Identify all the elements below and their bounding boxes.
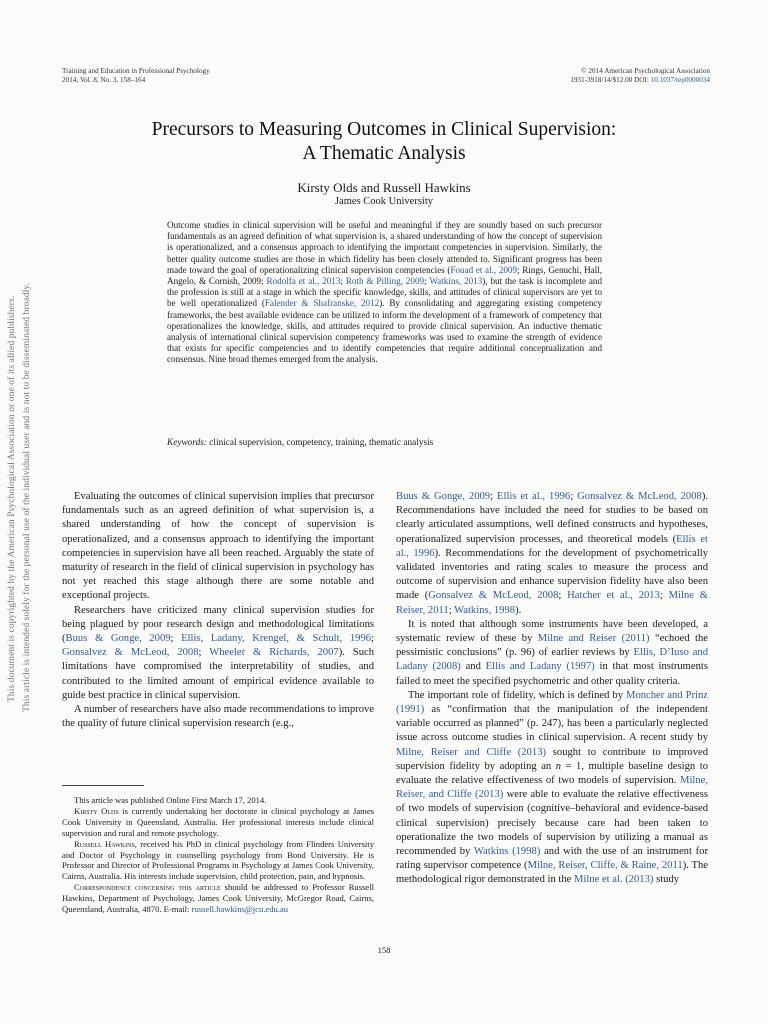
citation-link[interactable]: Rodolfa et al., 2013 [266, 276, 341, 287]
citation-link[interactable]: Milne and Reiser (2011) [537, 633, 650, 645]
text-run: as “confirmation that the manipulation of the independent variable occurred as planned” (p. 247), has been a particularly neglected issue across outcome studies in clinical supervision. A recent study by [396, 704, 708, 744]
paragraph [396, 689, 708, 888]
citation-link[interactable]: Gonsalvez & McLeod, 2008 [428, 590, 559, 602]
text-run: ; [570, 491, 578, 502]
copyright-sidebar [0, 0, 48, 1024]
text-run: , received his PhD in clinical psychology from Flinders University and Doctor of Psychology in counselling psychology from Bond University. He is Professor and Director of Professional Programs in Psychology at James Cook University, Cairns, Australia. His interests include supervision, child protection, pain, and hypnosis. [62, 838, 374, 882]
text-run: A number of researchers have also made recommendations to improve the quality of future clinical supervision research (e.g., [62, 704, 374, 730]
text-run: The important role of fidelity, which is defined by [408, 689, 627, 701]
running-head-right [570, 67, 710, 84]
paragraph [396, 618, 708, 689]
copyright-line: © 2014 American Psychological Association [581, 67, 710, 75]
keywords-list: clinical supervision, competency, training, thematic analysis [209, 438, 434, 448]
author-footnotes [62, 795, 374, 915]
text-run: and with the use of an instrument for rating supervisor competence ( [396, 846, 709, 872]
text-run: study [653, 874, 680, 886]
citation-link[interactable]: Falender & Shafranske, 2012 [264, 298, 380, 309]
keywords-label: Keywords: [167, 438, 207, 448]
citation-link[interactable]: Watkins, 2013 [429, 276, 483, 287]
text-run: Outcome studies in clinical supervision will be useful and meaningful if they are soundly based on such precursor fundamentals as an agreed definition of what supervision is, a shared understanding of how the concept of supervision is operationalized, and a consensus approach to identifying the important competencies in supervision. Similarly, the better quality outcome studies are those in which fidelity has been closely attended to. Significant progress has been made toward the goal of operationalizing clinical supervision competencies ( [167, 220, 602, 275]
text-run: ). Such limitations have compromised the interpretability of studies, and contributed to the limited amount of empirical evidence available to guide best practice in clinical supervision. [62, 647, 374, 701]
small-caps-text: Correspondence concerning this article [74, 882, 221, 893]
citation-link[interactable]: Ellis and Ladany (1997) [485, 661, 595, 673]
text-run: is currently undertaking her doctorate in clinical psychology at James Cook University in Queensland, Australia. Her professional interests include clinical supervision and rural and remote psychology. [62, 805, 375, 838]
text-run: ; Rings, Genuchi, Hall, Angelo, & Cornish, 2009; [167, 264, 603, 287]
citation-link[interactable]: Gonsalvez & McLeod, 2008 [62, 647, 199, 659]
text-run: ), but the task is incomplete and the profession is still at a stage in which the specific knowledge, skills, and attitudes of clinical supervisors are yet to be well operationalized ( [167, 276, 602, 309]
text-run: ). [515, 604, 522, 616]
text-run: ; [659, 590, 669, 602]
text-run: ). Recommendations for the development of psychometrically validated inventories and rating scales to measure the process and outcome of supervision and enhance supervision fidelity have also been made ( [396, 547, 708, 602]
footnote-divider [62, 785, 144, 786]
author-affiliation: James Cook University [335, 196, 433, 207]
paragraph [62, 604, 374, 703]
citation-link[interactable]: Ellis et al., 1996 [497, 491, 571, 502]
text-run: ). Recommendations have included the need for studies to be based on clearly articulated assumptions, well defined constructs and hypotheses, operationalized supervision processes, and theoretical models ( [396, 491, 709, 545]
text-run: This article was published Online First March 17, 2014. [74, 795, 267, 805]
text-run: ; [448, 604, 455, 616]
title-line-1: Precursors to Measuring Outcomes in Clinical Supervision: [151, 119, 617, 140]
article-title [60, 118, 708, 166]
citation-link[interactable]: Moncher and Prinz (1991) [396, 689, 708, 716]
small-caps-text: Russell Hawkins [74, 838, 135, 849]
citation-link[interactable]: Roth & Pilling, 2009 [345, 276, 425, 287]
citation-link[interactable]: Buus & Gonge, 2009 [65, 633, 171, 645]
citation-link[interactable]: Fouad et al., 2009 [450, 264, 518, 275]
text-run: ). The methodological rigor demonstrated in the [396, 860, 709, 886]
text-run: ; [170, 633, 182, 645]
text-run: ; [490, 491, 498, 502]
italic-text: n [555, 760, 562, 772]
text-run: in that most instruments failed to meet the specified psychometric and other quality criteria. [396, 661, 708, 687]
citation-link[interactable]: Hatcher et al., 2013 [567, 590, 660, 602]
journal-name: Training and Education in Professional Psychology [62, 67, 210, 75]
doi-link[interactable]: 10.1037/tep0000034 [650, 75, 710, 84]
text-run: and [460, 661, 486, 673]
title-line-2: A Thematic Analysis [302, 143, 466, 164]
text-run: were able to evaluate the relative effectiveness of two models of supervision (cognitive–behavioral and evidence-based clinical supervision) precisely because care had been taken to operationalize the two models of supervision by utilizing a manual as recommended by [396, 789, 708, 858]
citation-link[interactable]: russell.hawkins@jcu.edu.au [191, 904, 289, 915]
citation-link[interactable]: Ellis, D’Iuso and Ladany (2008) [396, 647, 708, 673]
citation-link[interactable]: Milne, Reiser, Cliffe, & Raine, 2011 [527, 860, 683, 872]
abstract [167, 220, 602, 366]
page-number: 158 [377, 945, 391, 955]
running-head-left [62, 67, 210, 84]
paragraph [62, 795, 374, 806]
citation-link[interactable]: Milne, Reiser and Cliffe (2013) [396, 746, 547, 758]
paragraph [62, 703, 374, 731]
citation-link[interactable]: Milne et al. (2013) [574, 874, 654, 886]
citation-link[interactable]: Buus & Gonge, 2009 [396, 491, 491, 502]
volume-line: 2014, Vol. 8, No. 3, 158–164 [62, 75, 146, 84]
text-run: ). By consolidating and aggregating existing competency frameworks, the best available evidence can be utilized to inform the development of a framework of competency that operationalizes the knowledge, skills, and attitudes required to provide clinical supervision. An inductive thematic analysis of international clinical supervision competency frameworks was used to examine the strength of evidence that exists for specific competencies and to identify competencies that require additional conceptualization and consensus. Nine broad themes emerged from the analysis. [167, 298, 602, 365]
issn-text: 1931-3918/14/$12.00 DOI: [570, 75, 651, 84]
citation-link[interactable]: Watkins (1998) [473, 846, 541, 858]
text-run: ; [371, 633, 374, 645]
paragraph [62, 839, 374, 883]
paragraph [396, 490, 708, 618]
keywords-line [167, 438, 602, 449]
paragraph [62, 806, 374, 839]
citation-link[interactable]: Watkins, 1998 [454, 604, 516, 616]
sidebar-usage-notice: This article is intended solely for the personal use of the individual user and is not to be disseminated broadly. [22, 282, 32, 712]
issn-doi-line [570, 76, 710, 85]
citation-link[interactable]: Ellis et al., 1996 [396, 533, 708, 559]
text-run: ; [424, 276, 430, 287]
sidebar-copyright-notice: This document is copyrighted by the American Psychological Association or one of its allied publishers. [7, 295, 17, 702]
citation-link[interactable]: Milne & Reiser, 2011 [396, 590, 709, 616]
paragraph [62, 490, 374, 604]
author-names: Kirsty Olds and Russell Hawkins [297, 180, 471, 195]
text-run: “echoed the pessimistic conclusions” (p. 96) of earlier reviews by [396, 633, 708, 659]
text-run: Researchers have criticized many clinical supervision studies for being plagued by poor research design and methodological limitations ( [62, 604, 374, 645]
text-run: should be addressed to Professor Russell Hawkins, Department of Psychology, James Cook University, McGregor Road, Cairns, Queensland, Australia, 4870. E-mail: [62, 882, 374, 915]
body-column-left [62, 490, 374, 731]
text-run: ; [558, 590, 568, 602]
citation-link[interactable]: Milne, Reiser, and Cliffe (2013) [396, 775, 708, 801]
text-run: ; [198, 647, 210, 659]
text-run: It is noted that although some instruments have been developed, a systematic review of these by [396, 618, 708, 645]
text-run: Evaluating the outcomes of clinical supervision implies that precursor fundamentals such as an agreed definition of what supervision is, a shared understanding of how the concept of supervision is operationalized, and a consensus approach to identifying the important competencies in supervision have all been reached. Arguably the state of maturity of research in the field of clinical supervision in psychology has not yet reached this stage although there are some notable and exceptional projects. [62, 491, 374, 602]
paragraph [62, 882, 374, 915]
text-run: ; [340, 276, 346, 287]
small-caps-text: Kirsty Olds [74, 805, 119, 816]
text-run: = 1, multiple baseline design to evaluate the relative effectiveness of two models of supervision. [396, 760, 708, 787]
body-column-right [396, 490, 708, 888]
citation-link[interactable]: Gonsalvez & McLeod, 2008 [577, 491, 702, 502]
citation-link[interactable]: Wheeler & Richards, 2007 [209, 647, 339, 659]
citation-link[interactable]: Ellis, Ladany, Krengel, & Schult, 1996 [181, 633, 372, 645]
text-run: sought to contribute to improved supervision fidelity by adopting an [396, 746, 708, 772]
